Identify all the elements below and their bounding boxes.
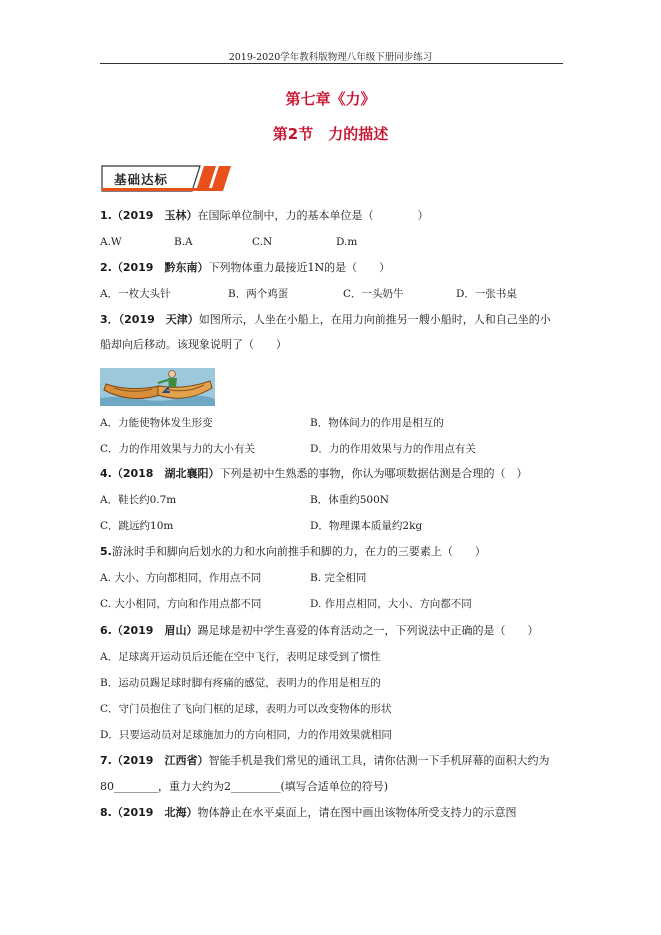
- question-source: （2019 玉林）: [111, 209, 198, 222]
- page-header: 2019-2020学年教科版物理八年级下册同步练习: [228, 52, 433, 63]
- question-number: 6.: [100, 624, 112, 637]
- question-1: [100, 209, 428, 223]
- option-b: B.A: [174, 236, 193, 248]
- question-stem: 下列物体重力最接近1N的是（ ）: [208, 261, 391, 274]
- option-d: D．物理课本质量约2kg: [310, 520, 423, 532]
- option-a: A．力能使物体发生形变: [100, 417, 213, 429]
- question-6: [100, 624, 538, 638]
- question-number: 7.: [100, 754, 112, 767]
- option-c: C．守门员抱住了飞向门框的足球，表明力可以改变物体的形状: [100, 703, 392, 715]
- option-c: C. 大小相同，方向和作用点都不同: [100, 598, 262, 610]
- option-c: C．跳远约10m: [100, 520, 174, 532]
- option-b: B．体重约500N: [310, 494, 389, 506]
- option-d: D.m: [336, 236, 358, 248]
- boat-figure: [100, 368, 215, 406]
- question-3-continued: 船却向后移动。该现象说明了（ ）: [100, 338, 287, 351]
- question-source: （2019 黔东南）: [111, 261, 209, 274]
- option-a: A．一枚大头针: [100, 288, 171, 300]
- option-b: B．两个鸡蛋: [228, 288, 289, 300]
- question-source: （2019 天津）: [118, 313, 199, 326]
- question-number: 1.: [100, 209, 112, 222]
- option-a: A.W: [100, 236, 122, 248]
- option-d: D. 作用点相同，大小、方向都不同: [310, 598, 472, 610]
- option-c: C.N: [252, 236, 273, 248]
- question-3: [100, 313, 551, 327]
- boat-image: [100, 368, 215, 406]
- question-stem: 物体静止在水平桌面上，请在图中画出该物体所受支持力的示意图: [197, 806, 517, 819]
- chapter-title: 第七章《力》: [285, 90, 376, 108]
- option-b: B．运动员踢足球时脚有疼痛的感觉，表明力的作用是相互的: [100, 677, 381, 689]
- question-source: （2019 北海）: [111, 806, 198, 819]
- question-source: （2019 江西省）: [111, 754, 209, 767]
- question-number: 2.: [100, 261, 112, 274]
- option-c: C．一头奶牛: [343, 288, 404, 300]
- question-5: [100, 545, 486, 559]
- option-c: C．力的作用效果与力的大小有关: [100, 443, 256, 455]
- question-7: [100, 754, 549, 768]
- option-a: A. 大小、方向都相同，作用点不同: [100, 572, 262, 584]
- question-source: （2019 眉山）: [111, 624, 198, 637]
- option-a: A．足球离开运动员后还能在空中飞行，表明足球受到了惯性: [100, 651, 381, 663]
- option-a: A．鞋长约0.7m: [100, 494, 177, 506]
- banner-label: 基础达标: [114, 172, 169, 187]
- question-stem: 如图所示，人坐在小船上，在用力向前推另一艘小船时，人和自己坐的小: [198, 313, 551, 326]
- section-title: 第2节 力的描述: [272, 125, 389, 143]
- section-banner: [100, 162, 235, 194]
- question-7-continued: 80________，重力大约为2_________(填写合适单位的符号): [100, 780, 389, 793]
- option-d: D．力的作用效果与力的作用点有关: [310, 443, 476, 455]
- question-number: 4.: [100, 467, 112, 480]
- question-stem: 智能手机是我们常见的通讯工具，请你估测一下手机屏幕的面积大约为: [208, 754, 550, 767]
- question-stem: 下列是初中生熟悉的事物，你认为哪项数据估测是合理的（ ）: [219, 467, 528, 480]
- option-d: D．只要运动员对足球施加力的方向相同，力的作用效果就相同: [100, 729, 392, 741]
- question-number: 8.: [100, 806, 112, 819]
- question-8: [100, 806, 516, 820]
- option-d: D．一张书桌: [456, 288, 517, 300]
- header-rule: [100, 63, 563, 64]
- question-number: 3．: [100, 313, 119, 326]
- option-b: B. 完全相同: [310, 572, 367, 584]
- question-stem: 游泳时手和脚向后划水的力和水向前推手和脚的力，在力的三要素上（ ）: [111, 545, 486, 558]
- question-4: [100, 467, 527, 481]
- option-b: B．物体间力的作用是相互的: [310, 417, 444, 429]
- question-source: （2018 湖北襄阳）: [111, 467, 220, 480]
- question-2: [100, 261, 390, 275]
- question-stem: 踢足球是初中学生喜爱的体育活动之一，下列说法中正确的是（ ）: [197, 624, 539, 637]
- question-stem: 在国际单位制中，力的基本单位是（ ）: [197, 209, 429, 222]
- question-number: 5.: [100, 545, 112, 558]
